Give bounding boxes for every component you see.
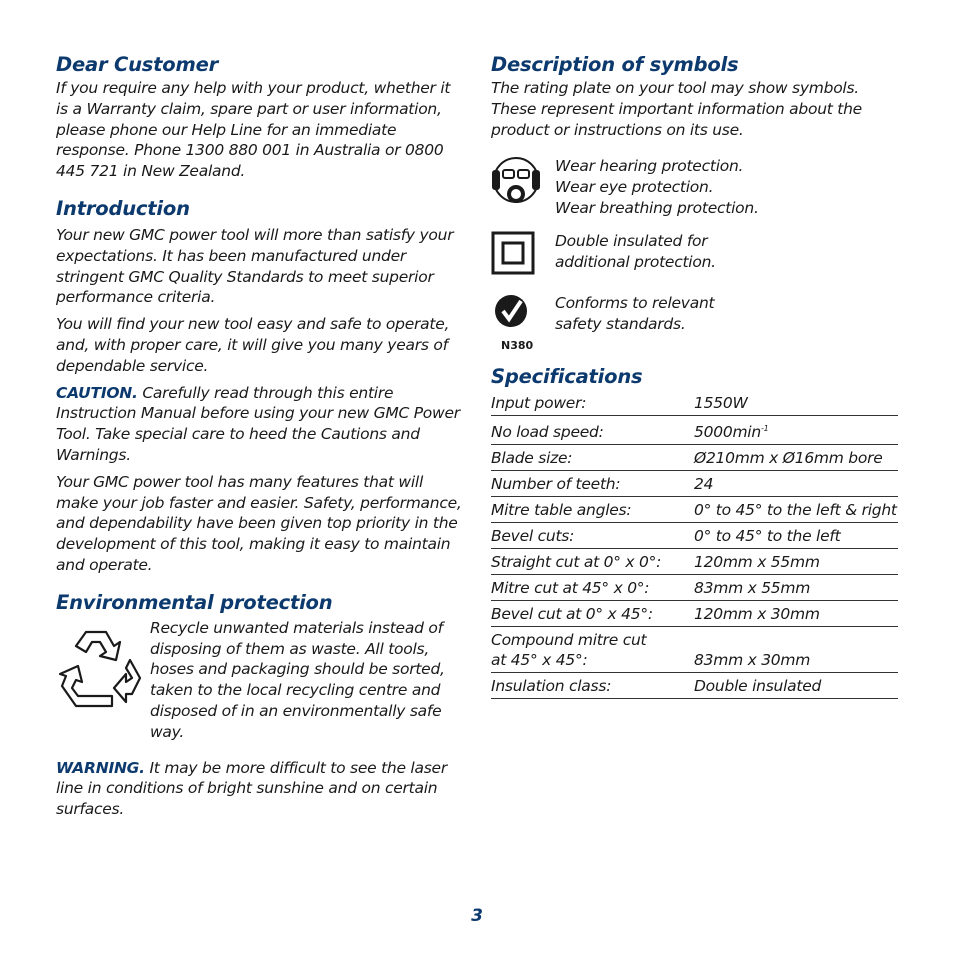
c-tick-icon	[491, 293, 555, 352]
symbol-1-line-3: Wear breathing protection.	[555, 198, 759, 217]
warning-label: WARNING.	[56, 758, 145, 777]
dear-customer-text: If you require any help with your product, whether it is a Warranty claim, spare part or user information, please phone our Help Line for an immediate response. Phone 1300 880 001 in Australia or 0800 445 721 in New Zealand.	[56, 79, 451, 181]
symbol-row-c-tick	[491, 293, 899, 352]
symbol-2-line-2: additional protection.	[555, 252, 716, 271]
specifications-table	[491, 390, 898, 699]
environmental-block	[56, 618, 466, 743]
symbol-row-double-insulated	[491, 231, 899, 279]
table-row	[491, 626, 898, 672]
spec-value: 83mm x 55mm	[694, 574, 898, 600]
specifications-heading: Specifications	[491, 364, 643, 388]
warning-paragraph	[56, 758, 466, 820]
symbol-2-line-1: Double insulated for	[555, 231, 708, 250]
spec-key: Mitre cut at 45° x 0°:	[491, 574, 694, 600]
symbol-3-line-1: Conforms to relevant	[555, 293, 715, 312]
spec-key: No load speed:	[491, 415, 694, 444]
spec-value: Double insulated	[694, 672, 898, 698]
table-row	[491, 415, 898, 444]
spec-key: Compound mitre cut at 45° x 45°:	[491, 626, 694, 672]
spec-value: 120mm x 55mm	[694, 548, 898, 574]
table-row	[491, 548, 898, 574]
spec-key: Input power:	[491, 390, 694, 416]
symbols-intro: The rating plate on your tool may show symbols. These represent important information about the product or instructions on its use.	[491, 79, 862, 139]
recycle-icon	[56, 618, 150, 743]
dear-customer-heading: Dear Customer	[56, 53, 219, 76]
table-row	[491, 600, 898, 626]
environmental-heading: Environmental protection	[56, 590, 333, 614]
symbol-row-protection	[491, 154, 899, 218]
spec-key: Blade size:	[491, 444, 694, 470]
table-row	[491, 496, 898, 522]
environmental-text: Recycle unwanted materials instead of disposing of them as waste. All tools, hoses and packaging should be sorted, taken to the local recycling centre and disposed of in an environmentally safe way.	[150, 618, 445, 741]
introduction-heading: Introduction	[56, 196, 190, 220]
caution-label: CAUTION.	[56, 383, 138, 402]
table-row	[491, 574, 898, 600]
spec-key: Bevel cuts:	[491, 522, 694, 548]
table-row	[491, 390, 898, 416]
spec-value: 83mm x 30mm	[694, 626, 898, 672]
spec-value: Ø210mm x Ø16mm bore	[694, 444, 898, 470]
spec-value: 0° to 45° to the left & right	[694, 496, 898, 522]
caution-text: Carefully read through this entire Instruction Manual before using your new GMC Power Tool. Take special care to heed the Cautions and Warnings.	[56, 383, 460, 464]
spec-value: 1550W	[694, 390, 898, 416]
spec-key: Number of teeth:	[491, 470, 694, 496]
protection-gear-icon	[491, 154, 555, 214]
right-column	[491, 52, 899, 699]
warning-text: It may be more difficult to see the laser line in conditions of bright sunshine and on certain surfaces.	[56, 758, 447, 819]
symbols-heading: Description of symbols	[491, 53, 739, 76]
intro-paragraph-4: Your GMC power tool has many features that will make your job faster and easier. Safety, performance, and dependability have been given top priority in the development of this tool, making it easy to maintain and operate.	[56, 472, 462, 574]
c-tick-code: N380	[501, 338, 534, 352]
intro-paragraph-2: You will find your new tool easy and safe to operate, and, with proper care, it will give you many years of dependable service.	[56, 315, 450, 375]
symbol-1-line-2: Wear eye protection.	[555, 178, 714, 197]
spec-key: Straight cut at 0° x 0°:	[491, 548, 694, 574]
intro-paragraph-1: Your new GMC power tool will more than satisfy your expectations. It has been manufactured under stringent GMC Quality Standards to meet superior performance criteria.	[56, 225, 454, 307]
symbol-1-line-1: Wear hearing protection.	[555, 157, 744, 176]
caution-paragraph	[56, 383, 466, 466]
spec-key: Mitre table angles:	[491, 496, 694, 522]
double-insulation-icon	[491, 231, 555, 279]
table-row	[491, 444, 898, 470]
spec-key: Insulation class:	[491, 672, 694, 698]
spec-key: Bevel cut at 0° x 45°:	[491, 600, 694, 626]
symbol-3-line-2: safety standards.	[555, 314, 686, 333]
spec-value: 0° to 45° to the left	[694, 522, 898, 548]
spec-value: 24	[694, 470, 898, 496]
table-row	[491, 522, 898, 548]
table-row	[491, 470, 898, 496]
left-column	[56, 52, 466, 820]
table-row	[491, 672, 898, 698]
spec-value: $5000\min^{-1}$	[694, 415, 898, 444]
page-number: 3	[471, 906, 483, 926]
spec-value: 120mm x 30mm	[694, 600, 898, 626]
